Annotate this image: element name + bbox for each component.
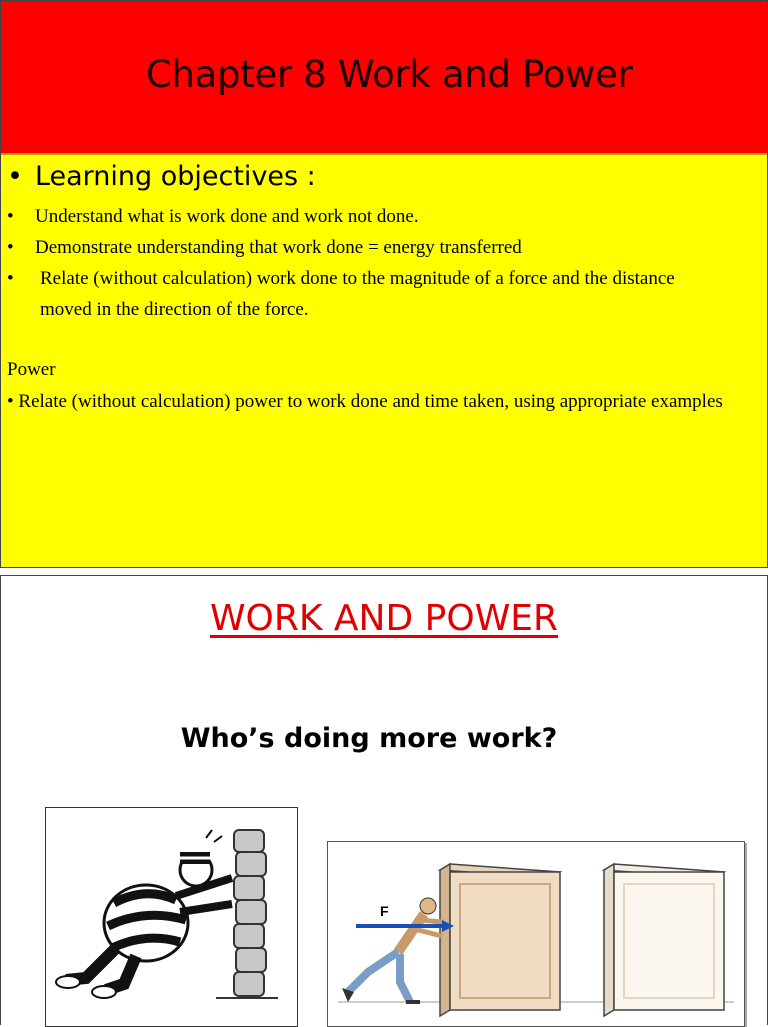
prisoner-svg [46, 808, 297, 1026]
box-push-svg [328, 842, 744, 1026]
power-objective: • Relate (without calculation) power to work done and time taken, using appropriate examples [7, 391, 723, 412]
slide-2 [0, 575, 768, 1025]
man-pushing-box-illustration [327, 841, 745, 1027]
bullet: • [7, 161, 23, 192]
question-text: Who’s doing more work? [180, 723, 558, 754]
objective-text: Relate (without calculation) work done to the magnitude of a force and the distance [40, 268, 675, 289]
bullet: • [7, 268, 14, 289]
prisoner-pushing-wall-illustration [45, 807, 298, 1027]
objective-item [7, 263, 763, 294]
objective-item [7, 232, 747, 263]
bullet: • [7, 206, 14, 227]
force-label: F [380, 903, 389, 919]
bullet: • [7, 237, 14, 258]
slide-title: Chapter 8 Work and Power [146, 53, 633, 96]
title-bar [1, 1, 767, 155]
objective-item [7, 201, 747, 232]
slide-2-title: WORK AND POWER [209, 598, 559, 639]
objective-text: Understand what is work done and work not done. [35, 206, 419, 227]
objectives-heading-text: Learning objectives : [34, 161, 316, 192]
power-label: Power [7, 359, 56, 380]
objective-text: Demonstrate understanding that work done = energy transferred [35, 237, 522, 258]
objectives-heading [7, 161, 316, 192]
objective-text-continued: moved in the direction of the force. [40, 299, 309, 320]
